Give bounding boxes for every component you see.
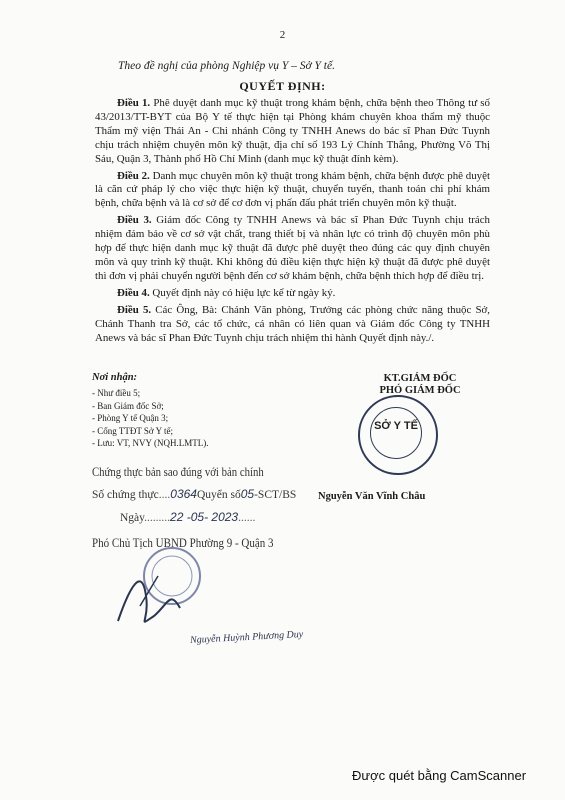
certifying-official: Phó Chủ Tịch UBND Phường 9 - Quận 3 — [92, 536, 274, 550]
article-4 — [95, 287, 490, 301]
article-1 — [95, 97, 490, 167]
signature-line-2: PHÓ GIÁM ĐỐC — [379, 385, 461, 396]
ward-seal-and-signature — [110, 546, 210, 646]
cert-number-label: Số chứng thực — [92, 489, 159, 501]
article-text: Quyết định này có hiệu lực kể từ ngày ký. — [152, 286, 336, 299]
article-label: Điều 3. — [117, 214, 152, 227]
cert-date-value: 22 -05- 2023 — [170, 510, 239, 524]
decision-title: QUYẾT ĐỊNH: — [239, 79, 326, 93]
cert-book-value: 05 — [240, 487, 255, 501]
article-label: Điều 2. — [117, 169, 150, 182]
article-5 — [95, 304, 490, 346]
recipients-title: Nơi nhận: — [92, 372, 138, 383]
article-text: Phê duyệt danh mục kỹ thuật trong khám bệnh, chữa bệnh theo Thông tư số 43/2013/TT-BYT của Bộ Y tế thực hiện tại Phòng khám chuyên khoa thẩm mỹ thuộc Thẩm mỹ viện Thái An - Chi nhánh Công ty TNHH Anews do bác sĩ Phan Đức Tuynh chịu trách nhiệm chuyên môn kỹ thuật, địa chỉ số 193 Lý Chính Thắng, Phường Võ Thị Sáu, Quận 3, Thành phố Hồ Chí Minh (danh mục kỹ thuật đính kèm). — [95, 97, 490, 165]
cert-date-label: Ngày — [120, 512, 145, 524]
intro-line: Theo đề nghị của phòng Nghiệp vụ Y – Sở Y tế. — [118, 60, 335, 72]
certification-date: Ngày.........22 -05- 2023...... — [120, 510, 256, 524]
certification-number: Số chứng thực....0364Quyển số05-SCT/BS — [92, 487, 297, 501]
article-label: Điều 4. — [117, 286, 150, 299]
article-label: Điều 1. — [117, 97, 151, 109]
article-3 — [95, 214, 490, 284]
recipients-list — [92, 387, 208, 450]
certification-heading: Chứng thực bản sao đúng với bản chính — [92, 465, 264, 479]
article-label: Điều 5. — [117, 303, 152, 316]
page-number: 2 — [279, 29, 286, 41]
recipient-item: - Lưu: VT, NVY (NQH.LMTL). — [92, 438, 209, 449]
cert-book-label: Quyển số — [196, 489, 241, 501]
signer-name: Nguyễn Văn Vĩnh Châu — [318, 491, 426, 502]
article-2 — [95, 170, 490, 212]
cert-book-suffix: -SCT/BS — [254, 489, 297, 501]
scanner-watermark: Được quét bằng CamScanner — [352, 768, 527, 783]
cert-number-value: 0364 — [170, 487, 197, 501]
seal-text: SỞ Y TẾ — [370, 407, 422, 459]
article-text: Các Ông, Bà: Chánh Văn phòng, Trưởng các phòng chức năng thuộc Sở, Chánh Thanh tra Sở, các tổ chức, cá nhân có liên quan và Giám đốc Công ty TNHH Anews và bác sĩ Phan Đức Tuynh chịu trách nhiệm thi hành Quyết định này./. — [95, 303, 490, 344]
recipient-item: - Cổng TTĐT Sở Y tế; — [92, 425, 174, 436]
article-text: Danh mục chuyên môn kỹ thuật trong khám bệnh, chữa bệnh được phê duyệt là căn cứ pháp lý cho việc thực hiện kỹ thuật, chuyển tuyến, thanh toán chi phí khám bệnh, chữa bệnh và là cơ sở để cơ đơn vị phấn đấu phát triển chuyên môn kỹ thuật. — [95, 169, 490, 210]
recipient-item: - Ban Giám đốc Sở; — [92, 400, 164, 411]
signature-title — [360, 373, 480, 397]
official-seal — [358, 395, 438, 475]
recipient-item: - Phòng Y tế Quận 3; — [92, 413, 169, 424]
article-text: Giám đốc Công ty TNHH Anews và bác sĩ Phan Đức Tuynh chịu trách nhiệm đảm bảo về cơ sở vật chất, trang thiết bị và nhân lực có trình độ chuyên môn phù hợp để thực hiện danh mục kỹ thuật đã được phê duyệt theo đúng các quy định chuyên môn và quy trình kỹ thuật. Khi không đủ điều kiện thực hiện kỹ thuật đã được phê duyệt thì đơn vị phải chuyển người bệnh đến cơ sở khám bệnh, chữa bệnh thích hợp để điều trị. — [95, 214, 490, 282]
recipient-item: - Như điều 5; — [92, 388, 141, 398]
signature-line-1: KT.GIÁM ĐỐC — [383, 373, 457, 384]
certifier-signature-name: Nguyễn Huỳnh Phương Duy — [189, 629, 304, 646]
articles-body — [95, 97, 490, 348]
